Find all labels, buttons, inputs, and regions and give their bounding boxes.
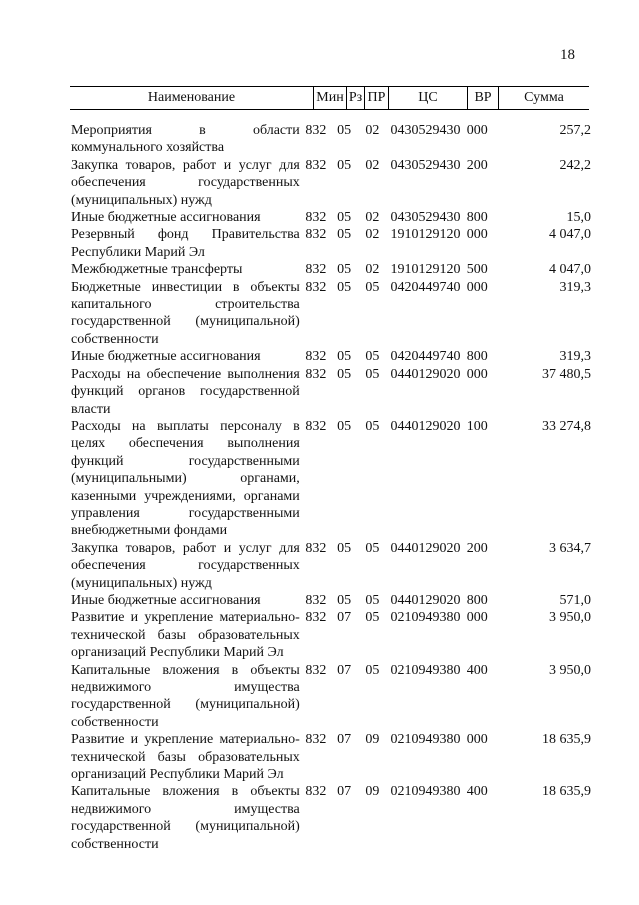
- table-row: [71, 348, 591, 365]
- table-row: [71, 226, 591, 261]
- row-rz: 05: [337, 349, 352, 365]
- row-name: Межбюджетные трансферты: [71, 262, 243, 278]
- row-vr: 000: [466, 732, 488, 748]
- row-sum: 242,2: [559, 157, 591, 173]
- row-pr: 05: [365, 610, 380, 626]
- row-min: 832: [305, 157, 327, 173]
- header-min: Мин: [314, 87, 347, 110]
- row-vr: 200: [466, 540, 488, 556]
- row-name: Капитальные вложения в объекты недвижимого имущества государственной (муниципальной) собственности: [71, 662, 300, 730]
- row-sum: 319,3: [559, 349, 591, 365]
- row-min: 832: [305, 784, 327, 800]
- row-cs: 0440129020: [390, 418, 461, 434]
- row-min: 832: [305, 210, 327, 226]
- row-min: 832: [305, 662, 327, 678]
- table-row: [71, 261, 591, 278]
- row-name: Мероприятия в области коммунального хозяйства: [71, 123, 300, 156]
- row-cs: 0430529430: [390, 210, 461, 226]
- row-vr: 800: [466, 349, 488, 365]
- row-cs: 0210949380: [390, 662, 461, 678]
- row-name: Капитальные вложения в объекты недвижимого имущества государственной (муниципальной) собственности: [71, 784, 300, 852]
- row-sum: 4 047,0: [548, 262, 591, 278]
- row-pr: 05: [365, 418, 380, 434]
- row-rz: 05: [337, 227, 352, 243]
- row-name: Иные бюджетные ассигнования: [71, 592, 261, 608]
- header-sum: Сумма: [499, 87, 590, 110]
- table-row: [71, 209, 591, 226]
- row-name: Иные бюджетные ассигнования: [71, 210, 261, 226]
- row-min: 832: [305, 227, 327, 243]
- row-name: Развитие и укрепление материально-технической базы образовательных организаций Республики Марий Эл: [71, 732, 300, 783]
- row-cs: 0420449740: [390, 279, 461, 295]
- row-name: Резервный фонд Правительства Республики Марий Эл: [71, 227, 300, 260]
- row-cs: 0440129020: [390, 540, 461, 556]
- table-row: [71, 731, 591, 783]
- row-vr: 000: [466, 279, 488, 295]
- row-min: 832: [305, 540, 327, 556]
- row-min: 832: [305, 349, 327, 365]
- row-cs: 0210949380: [390, 732, 461, 748]
- row-cs: 0430529430: [390, 123, 461, 138]
- row-vr: 200: [466, 157, 488, 173]
- row-pr: 02: [365, 227, 380, 243]
- row-pr: 05: [365, 279, 380, 295]
- row-pr: 05: [365, 366, 380, 382]
- table-row: [71, 366, 591, 418]
- row-cs: 0440129020: [390, 592, 461, 608]
- header-vr: ВР: [468, 87, 499, 110]
- row-name: Бюджетные инвестиции в объекты капитального строительства государственной (муниципальной) собственности: [71, 279, 300, 347]
- header-row: [70, 87, 589, 110]
- row-cs: 1910129120: [390, 227, 461, 243]
- row-vr: 000: [466, 123, 488, 138]
- table-row: [71, 540, 591, 592]
- row-cs: 0210949380: [390, 610, 461, 626]
- header-rz: Рз: [347, 87, 365, 110]
- row-cs: 0430529430: [390, 157, 461, 173]
- table-row: [71, 279, 591, 349]
- header-name: Наименование: [70, 87, 314, 110]
- row-name: Закупка товаров, работ и услуг для обеспечения государственных (муниципальных) нужд: [71, 540, 300, 591]
- row-min: 832: [305, 592, 327, 608]
- row-sum: 37 480,5: [541, 366, 591, 382]
- row-name: Иные бюджетные ассигнования: [71, 349, 261, 365]
- row-vr: 000: [466, 610, 488, 626]
- row-cs: 0420449740: [390, 349, 461, 365]
- row-pr: 02: [365, 157, 380, 173]
- row-sum: 18 635,9: [541, 784, 591, 800]
- row-rz: 05: [337, 540, 352, 556]
- row-vr: 000: [466, 227, 488, 243]
- table-row: [71, 783, 591, 853]
- row-pr: 09: [365, 732, 380, 748]
- table-row: [71, 122, 591, 157]
- row-name: Закупка товаров, работ и услуг для обеспечения государственных (муниципальных) нужд: [71, 157, 300, 208]
- row-pr: 05: [365, 540, 380, 556]
- table-row: [71, 662, 591, 732]
- row-rz: 07: [337, 662, 352, 678]
- row-sum: 3 950,0: [548, 610, 591, 626]
- row-vr: 400: [466, 662, 488, 678]
- row-sum: 4 047,0: [548, 227, 591, 243]
- table-row: [71, 157, 591, 209]
- row-rz: 05: [337, 210, 352, 226]
- row-rz: 07: [337, 610, 352, 626]
- row-vr: 000: [466, 366, 488, 382]
- row-rz: 05: [337, 157, 352, 173]
- row-pr: 02: [365, 123, 380, 138]
- row-cs: 0210949380: [390, 784, 461, 800]
- row-rz: 07: [337, 784, 352, 800]
- row-name: Развитие и укрепление материально-технической базы образовательных организаций Республики Марий Эл: [71, 610, 300, 661]
- row-vr: 800: [466, 592, 488, 608]
- row-pr: 05: [365, 349, 380, 365]
- row-rz: 05: [337, 418, 352, 434]
- row-name: Расходы на обеспечение выполнения функций органов государственной власти: [71, 366, 300, 417]
- row-rz: 05: [337, 123, 352, 138]
- row-name: Расходы на выплаты персоналу в целях обеспечения выполнения функций государственными (муниципальными) органами, казенными учреждениями, органами управления государственными внебюджетными фондами: [71, 418, 300, 539]
- row-min: 832: [305, 418, 327, 434]
- row-cs: 0440129020: [390, 366, 461, 382]
- row-rz: 05: [337, 366, 352, 382]
- row-min: 832: [305, 610, 327, 626]
- row-pr: 05: [365, 662, 380, 678]
- row-sum: 18 635,9: [541, 732, 591, 748]
- header-cs: ЦС: [389, 87, 468, 110]
- row-sum: 319,3: [559, 279, 591, 295]
- row-min: 832: [305, 732, 327, 748]
- row-rz: 05: [337, 262, 352, 278]
- row-sum: 3 950,0: [548, 662, 591, 678]
- row-min: 832: [305, 123, 327, 138]
- page-number: 18: [560, 47, 575, 63]
- table-row: [71, 418, 591, 540]
- row-sum: 15,0: [566, 210, 591, 226]
- row-pr: 02: [365, 210, 380, 226]
- table-row: [71, 609, 591, 661]
- row-min: 832: [305, 262, 327, 278]
- row-rz: 05: [337, 279, 352, 295]
- row-pr: 09: [365, 784, 380, 800]
- table-row: [71, 592, 591, 609]
- row-vr: 800: [466, 210, 488, 226]
- row-vr: 500: [466, 262, 488, 278]
- row-vr: 400: [466, 784, 488, 800]
- row-rz: 05: [337, 592, 352, 608]
- row-sum: 33 274,8: [541, 418, 591, 434]
- table-body: [71, 122, 591, 853]
- row-pr: 02: [365, 262, 380, 278]
- header-pr: ПР: [365, 87, 389, 110]
- row-rz: 07: [337, 732, 352, 748]
- row-sum: 257,2: [559, 123, 591, 138]
- row-sum: 3 634,7: [548, 540, 591, 556]
- row-pr: 05: [365, 592, 380, 608]
- row-min: 832: [305, 279, 327, 295]
- table-header: [70, 86, 589, 110]
- row-cs: 1910129120: [390, 262, 461, 278]
- row-vr: 100: [466, 418, 488, 434]
- row-min: 832: [305, 366, 327, 382]
- row-sum: 571,0: [559, 592, 591, 608]
